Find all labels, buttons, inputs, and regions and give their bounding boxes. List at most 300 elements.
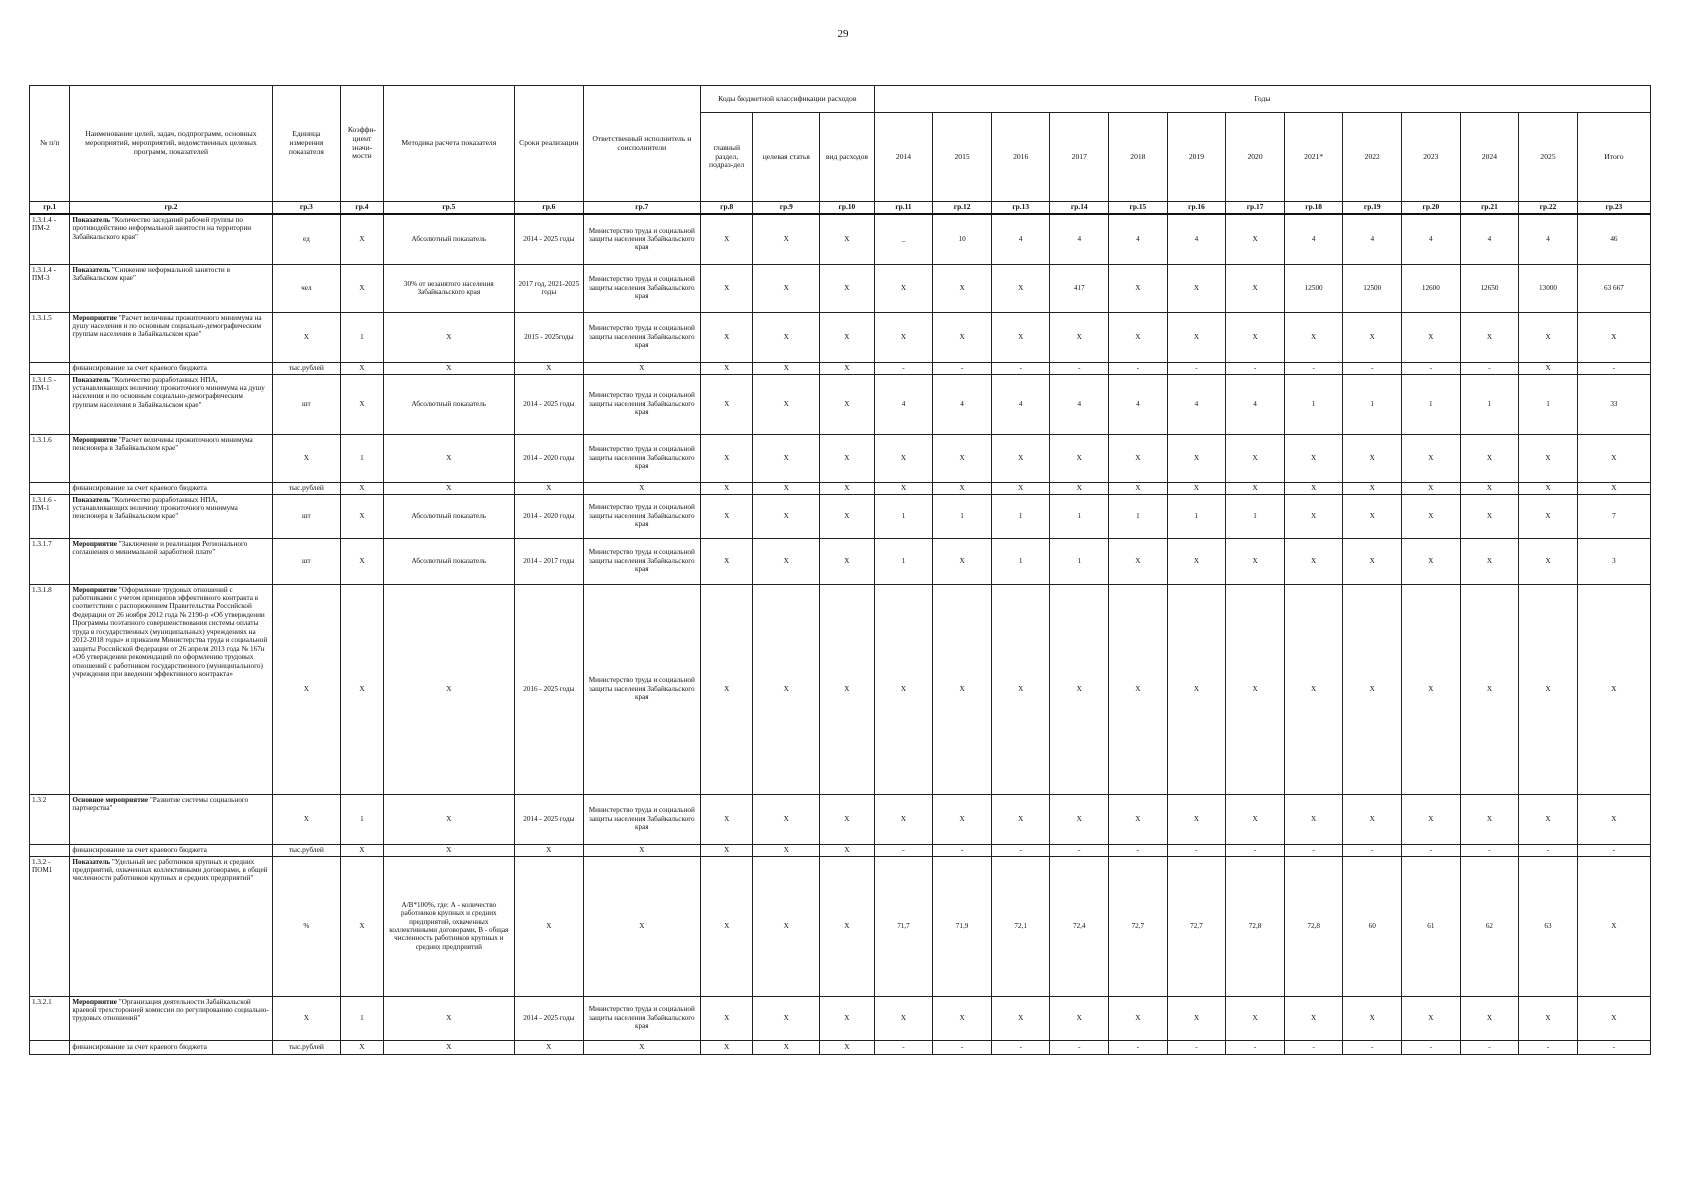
row-budget-type: Х (820, 844, 875, 856)
row-term: Х (515, 362, 584, 374)
row-kind: Мероприятие (72, 539, 117, 548)
column-number: гр.21 (1460, 202, 1519, 215)
row-method: Абсолютный показатель (383, 214, 514, 264)
row-name (70, 312, 272, 362)
row-year-value: 1 (1460, 374, 1519, 434)
header-term: Сроки реализации (515, 86, 584, 202)
row-year-value: Х (1226, 996, 1285, 1040)
row-budget-section: Х (700, 482, 753, 494)
row-year-value: - (1226, 844, 1285, 856)
row-coef: 1 (341, 794, 383, 844)
row-year-value: Х (1226, 214, 1285, 264)
table-row (30, 312, 1651, 362)
row-number: 1.3.1.7 (30, 538, 70, 584)
row-year-value: Х (874, 996, 933, 1040)
row-year-value: 1 (991, 494, 1050, 538)
row-year-value: Х (1402, 434, 1461, 482)
row-method: Абсолютный показатель (383, 538, 514, 584)
row-budget-type: Х (820, 584, 875, 794)
row-year-value: - (1519, 844, 1578, 856)
row-year-value: 12600 (1402, 264, 1461, 312)
row-name-text: "Удельный вес работников крупных и средних предприятий, охваченных коллективными договорами, в общей численности работников крупных и средних предприятий" (72, 857, 268, 883)
row-year-value: Х (991, 264, 1050, 312)
row-name-text: "Оформление трудовых отношений с работниками с учетом принципов эффективного контракта в соответствии с распоряжением Правительства Российской Федерации от 26 ноября 2012 года № 2190-р «Об утверждении Программы поэтапного совершенствования системы оплаты труда в государственных (муниципальных) учреждениях на 2012-2018 годы» и приказом Министерства труда и социальной защиты Российской Федерации от 26 апреля 2013 года № 167н «Об утверждении рекомендаций по оформлению трудовых отношений с работником государственного (муниципального) учреждения при введении эффективного контракта» (72, 585, 268, 679)
row-responsible: Министерство труда и социальной защиты населения Забайкальского края (583, 312, 700, 362)
row-budget-article: Х (753, 856, 820, 996)
row-budget-article: Х (753, 264, 820, 312)
row-kind: Мероприятие (72, 585, 117, 594)
row-budget-article: Х (753, 312, 820, 362)
row-total: Х (1577, 312, 1650, 362)
row-kind: Показатель (72, 216, 111, 224)
row-method: Х (383, 1040, 514, 1054)
row-year-value: 4 (1402, 214, 1461, 264)
row-year-value: Х (1109, 794, 1168, 844)
row-responsible: Министерство труда и социальной защиты населения Забайкальского края (583, 264, 700, 312)
row-year-value: Х (1109, 264, 1168, 312)
row-year-value: 72,7 (1167, 856, 1226, 996)
row-total: 46 (1577, 214, 1650, 264)
row-term: 2014 - 2020 годы (515, 494, 584, 538)
row-year-value: - (1343, 362, 1402, 374)
row-year-value: - (933, 1040, 992, 1054)
row-term: Х (515, 844, 584, 856)
row-year-value: - (1460, 844, 1519, 856)
financing-row (30, 362, 1651, 374)
row-year-value: - (1226, 1040, 1285, 1054)
row-budget-section: Х (700, 1040, 753, 1054)
row-year-value: Х (1519, 362, 1578, 374)
row-year-value: - (1460, 1040, 1519, 1054)
row-coef: Х (341, 374, 383, 434)
row-year-value: 1 (933, 494, 992, 538)
row-year-value: - (1519, 1040, 1578, 1054)
row-budget-article: Х (753, 794, 820, 844)
row-budget-article: Х (753, 538, 820, 584)
row-number: 1.3.1.6 - ПМ-1 (30, 494, 70, 538)
row-number (30, 362, 70, 374)
table-row (30, 264, 1651, 312)
row-year-value: Х (1284, 538, 1343, 584)
row-year-value: 1 (1050, 494, 1109, 538)
row-number: 1.3.2 (30, 794, 70, 844)
row-total: 33 (1577, 374, 1650, 434)
row-year-value: - (991, 1040, 1050, 1054)
row-year-value: - (1402, 844, 1461, 856)
row-year-value: 72,4 (1050, 856, 1109, 996)
row-term: Х (515, 482, 584, 494)
row-budget-section: Х (700, 362, 753, 374)
row-unit: тыс.рублей (272, 362, 341, 374)
row-budget-section: Х (700, 434, 753, 482)
row-year-value: Х (1460, 584, 1519, 794)
row-year-value: Х (1226, 584, 1285, 794)
row-name-text: "Развитие системы социального партнерства" (72, 795, 249, 812)
column-number: гр.2 (70, 202, 272, 215)
row-year-value: Х (1284, 996, 1343, 1040)
row-coef: Х (341, 264, 383, 312)
row-year-value: 1 (1402, 374, 1461, 434)
row-year-value: Х (933, 264, 992, 312)
row-coef: Х (341, 1040, 383, 1054)
row-year-value: Х (1343, 584, 1402, 794)
row-budget-article: Х (753, 434, 820, 482)
row-total: Х (1577, 794, 1650, 844)
row-kind: Показатель (72, 495, 111, 504)
row-year-value: Х (1284, 494, 1343, 538)
row-unit: шт (272, 374, 341, 434)
header-num: № п/п (30, 86, 70, 202)
table-row (30, 794, 1651, 844)
row-year-value: Х (1109, 312, 1168, 362)
row-coef: Х (341, 482, 383, 494)
header-year: 2024 (1460, 113, 1519, 202)
column-numbers-row (30, 202, 1651, 215)
row-coef: Х (341, 584, 383, 794)
row-year-value: Х (1050, 584, 1109, 794)
row-name (70, 996, 272, 1040)
row-year-value: Х (991, 312, 1050, 362)
row-total: Х (1577, 996, 1650, 1040)
row-year-value: - (1167, 1040, 1226, 1054)
row-name (70, 538, 272, 584)
column-number: гр.20 (1402, 202, 1461, 215)
row-budget-article: Х (753, 214, 820, 264)
row-year-value: - (1167, 362, 1226, 374)
row-name (70, 214, 272, 264)
column-number: гр.14 (1050, 202, 1109, 215)
row-year-value: Х (1460, 434, 1519, 482)
table-row (30, 434, 1651, 482)
row-year-value: 10 (933, 214, 992, 264)
row-year-value: Х (1050, 794, 1109, 844)
row-year-value: - (991, 362, 1050, 374)
row-year-value: 60 (1343, 856, 1402, 996)
row-year-value: Х (1167, 794, 1226, 844)
row-kind: Мероприятие (72, 313, 117, 322)
row-kind: Показатель (72, 375, 111, 384)
row-coef: Х (341, 214, 383, 264)
row-year-value: 1 (1284, 374, 1343, 434)
row-name-text: "Количество разработанных НПА, устанавливающих величину прожиточного минимума на душу населения и по основным социально-демографическим группам населения в Забайкальском крае" (72, 375, 265, 409)
column-number: гр.8 (700, 202, 753, 215)
column-number: гр.10 (820, 202, 875, 215)
header-year: 2019 (1167, 113, 1226, 202)
row-year-value: Х (1460, 996, 1519, 1040)
row-coef: Х (341, 362, 383, 374)
column-number: гр.3 (272, 202, 341, 215)
row-method: А/В*100%, где: А - количество работников крупных и средних предприятий, охваченных коллективными договорами, В - общая численность работников крупных и средних предприятий (383, 856, 514, 996)
header-year: 2021* (1284, 113, 1343, 202)
row-unit: Х (272, 794, 341, 844)
header-budget-section: главный раздел, подраз-дел (700, 113, 753, 202)
row-year-value: Х (874, 264, 933, 312)
row-year-value: - (991, 844, 1050, 856)
row-year-value: 4 (1109, 214, 1168, 264)
row-responsible: Министерство труда и социальной защиты населения Забайкальского края (583, 434, 700, 482)
row-name-text: "Организация деятельности Забайкальской краевой трехсторонней комиссии по регулированию социально-трудовых отношений" (72, 997, 269, 1023)
row-budget-type: Х (820, 794, 875, 844)
row-name-text: "Расчет величины прожиточного минимума на душу населения и по основным социально-демографическим группам населения в Забайкальском крае" (72, 313, 262, 339)
row-budget-type: Х (820, 362, 875, 374)
row-unit: % (272, 856, 341, 996)
row-name-text: "Расчет величины прожиточного минимума пенсионера в Забайкальском крае" (72, 435, 253, 452)
row-name-text: "Количество заседаний рабочей группы по противодействию неформальной занятости на территории Забайкальского края" (72, 216, 252, 241)
row-year-value: 62 (1460, 856, 1519, 996)
row-budget-section: Х (700, 856, 753, 996)
row-year-value: Х (1050, 312, 1109, 362)
row-coef: 1 (341, 312, 383, 362)
column-number: гр.16 (1167, 202, 1226, 215)
row-coef: 1 (341, 434, 383, 482)
row-name (70, 584, 272, 794)
row-budget-section: Х (700, 264, 753, 312)
header-budget-type: вид расходов (820, 113, 875, 202)
row-budget-section: Х (700, 214, 753, 264)
row-year-value: 63 (1519, 856, 1578, 996)
row-responsible: Министерство труда и социальной защиты населения Забайкальского края (583, 494, 700, 538)
row-method: Абсолютный показатель (383, 494, 514, 538)
row-name (70, 1040, 272, 1054)
row-year-value: - (1050, 362, 1109, 374)
table-row (30, 856, 1651, 996)
row-total: Х (1577, 856, 1650, 996)
row-number: 1.3.2.1 (30, 996, 70, 1040)
row-budget-article: Х (753, 482, 820, 494)
row-responsible: Министерство труда и социальной защиты населения Забайкальского края (583, 584, 700, 794)
row-year-value: Х (1167, 434, 1226, 482)
row-unit: шт (272, 494, 341, 538)
program-indicators-table (29, 85, 1651, 1055)
row-year-value: 1 (1167, 494, 1226, 538)
row-year-value: 13000 (1519, 264, 1578, 312)
header-budget-article: целевая статья (753, 113, 820, 202)
row-year-value: 71,7 (874, 856, 933, 996)
row-year-value: Х (1226, 482, 1285, 494)
row-year-value: Х (933, 584, 992, 794)
row-year-value: - (1167, 844, 1226, 856)
header-year: 2022 (1343, 113, 1402, 202)
row-responsible: Министерство труда и социальной защиты населения Забайкальского края (583, 538, 700, 584)
row-unit: ед (272, 214, 341, 264)
row-year-value: Х (991, 584, 1050, 794)
row-year-value: Х (1343, 538, 1402, 584)
row-term: 2015 - 2025годы (515, 312, 584, 362)
column-number: гр.19 (1343, 202, 1402, 215)
row-year-value: - (874, 844, 933, 856)
header-budget-codes: Коды бюджетной классификации расходов (700, 86, 874, 113)
row-total: - (1577, 362, 1650, 374)
row-year-value: Х (1460, 312, 1519, 362)
financing-row (30, 844, 1651, 856)
row-kind: Основное мероприятие (72, 795, 149, 804)
row-year-value: Х (1519, 794, 1578, 844)
financing-row (30, 1040, 1651, 1054)
row-year-value: 4 (1226, 374, 1285, 434)
row-coef: Х (341, 844, 383, 856)
row-name (70, 264, 272, 312)
row-budget-type: Х (820, 494, 875, 538)
row-year-value: Х (991, 482, 1050, 494)
row-name (70, 844, 272, 856)
row-year-value: Х (1109, 434, 1168, 482)
row-budget-type: Х (820, 214, 875, 264)
row-unit: тыс.рублей (272, 1040, 341, 1054)
row-year-value: Х (933, 312, 992, 362)
row-year-value: 4 (1050, 214, 1109, 264)
row-year-value: 4 (1109, 374, 1168, 434)
row-year-value: Х (1343, 312, 1402, 362)
row-year-value: Х (1402, 794, 1461, 844)
header-year: 2015 (933, 113, 992, 202)
row-year-value: Х (933, 794, 992, 844)
row-year-value: 1 (1343, 374, 1402, 434)
row-method: Х (383, 844, 514, 856)
row-year-value: Х (1402, 312, 1461, 362)
row-year-value: Х (874, 482, 933, 494)
row-year-value: Х (1460, 494, 1519, 538)
row-year-value: 12650 (1460, 264, 1519, 312)
row-year-value: Х (933, 538, 992, 584)
header-year: 2020 (1226, 113, 1285, 202)
row-coef: 1 (341, 996, 383, 1040)
row-budget-section: Х (700, 584, 753, 794)
row-year-value: - (1284, 1040, 1343, 1054)
row-unit: Х (272, 434, 341, 482)
row-name (70, 434, 272, 482)
row-year-value: 4 (1519, 214, 1578, 264)
header-unit: Единица измерения показателя (272, 86, 341, 202)
row-unit: тыс.рублей (272, 482, 341, 494)
row-year-value: Х (874, 584, 933, 794)
column-number: гр.7 (583, 202, 700, 215)
row-year-value: Х (933, 434, 992, 482)
row-year-value: Х (1343, 794, 1402, 844)
header-year: 2016 (991, 113, 1050, 202)
row-year-value: Х (1519, 482, 1578, 494)
row-unit: шт (272, 538, 341, 584)
row-method: Х (383, 584, 514, 794)
header-year: 2025 (1519, 113, 1578, 202)
row-responsible: Х (583, 362, 700, 374)
row-method: Х (383, 362, 514, 374)
row-name (70, 482, 272, 494)
row-year-value: Х (1226, 434, 1285, 482)
row-year-value: 4 (991, 374, 1050, 434)
page-number: 29 (837, 28, 849, 40)
financing-row (30, 482, 1651, 494)
row-year-value: Х (1343, 482, 1402, 494)
row-responsible: Х (583, 482, 700, 494)
row-term: 2014 - 2017 годы (515, 538, 584, 584)
header-year: 2017 (1050, 113, 1109, 202)
row-year-value: Х (1343, 434, 1402, 482)
row-year-value: 72,7 (1109, 856, 1168, 996)
row-year-value: Х (1050, 996, 1109, 1040)
row-responsible: Х (583, 844, 700, 856)
row-year-value: Х (874, 794, 933, 844)
row-year-value: 12500 (1284, 264, 1343, 312)
row-kind: Показатель (72, 265, 111, 274)
row-year-value: Х (1460, 538, 1519, 584)
row-coef: Х (341, 494, 383, 538)
row-responsible: Х (583, 1040, 700, 1054)
row-coef: Х (341, 538, 383, 584)
row-method: Х (383, 434, 514, 482)
row-name-text: "Количество разработанных НПА, устанавливающих величину прожиточного минимума пенсионера в Забайкальском крае" (72, 495, 238, 521)
row-total: - (1577, 1040, 1650, 1054)
row-budget-section: Х (700, 494, 753, 538)
table-row (30, 494, 1651, 538)
column-number: гр.12 (933, 202, 992, 215)
row-total: - (1577, 844, 1650, 856)
row-year-value: Х (1519, 312, 1578, 362)
row-year-value: Х (874, 312, 933, 362)
row-year-value: - (1109, 844, 1168, 856)
row-year-value: 1 (1519, 374, 1578, 434)
row-year-value: Х (1109, 482, 1168, 494)
column-number: гр.15 (1109, 202, 1168, 215)
row-year-value: Х (1167, 312, 1226, 362)
column-number: гр.22 (1519, 202, 1578, 215)
row-year-value: - (1343, 1040, 1402, 1054)
row-kind: Мероприятие (72, 997, 117, 1006)
row-number: 1.3.1.4 - ПМ-3 (30, 264, 70, 312)
row-name (70, 794, 272, 844)
row-year-value: Х (1284, 312, 1343, 362)
column-number: гр.9 (753, 202, 820, 215)
row-kind: Мероприятие (72, 435, 117, 444)
row-term: 2014 - 2025 годы (515, 374, 584, 434)
row-year-value: Х (1167, 264, 1226, 312)
row-year-value: 4 (1460, 214, 1519, 264)
row-year-value: Х (1226, 312, 1285, 362)
row-year-value: Х (1284, 794, 1343, 844)
row-year-value: Х (1284, 584, 1343, 794)
row-number: 1.3.1.4 - ПМ-2 (30, 214, 70, 264)
row-year-value: Х (1167, 538, 1226, 584)
row-year-value: 1 (1226, 494, 1285, 538)
row-year-value: Х (1519, 434, 1578, 482)
row-responsible: Министерство труда и социальной защиты населения Забайкальского края (583, 374, 700, 434)
row-total: 3 (1577, 538, 1650, 584)
header-years: Годы (874, 86, 1650, 113)
row-budget-article: Х (753, 494, 820, 538)
row-budget-article: Х (753, 362, 820, 374)
row-budget-section: Х (700, 794, 753, 844)
row-year-value: Х (874, 434, 933, 482)
row-year-value: Х (1109, 538, 1168, 584)
row-name (70, 362, 272, 374)
row-year-value: Х (1402, 538, 1461, 584)
row-year-value: Х (1519, 494, 1578, 538)
row-year-value: _ (874, 214, 933, 264)
row-year-value: Х (1343, 996, 1402, 1040)
row-total: Х (1577, 482, 1650, 494)
row-year-value: Х (1109, 584, 1168, 794)
row-total: 7 (1577, 494, 1650, 538)
row-term: 2014 - 2025 годы (515, 794, 584, 844)
row-number (30, 482, 70, 494)
header-coef: Коэффи-циент значи-мости (341, 86, 383, 202)
row-term: 2014 - 2025 годы (515, 996, 584, 1040)
column-number: гр.18 (1284, 202, 1343, 215)
row-budget-type: Х (820, 264, 875, 312)
row-budget-type: Х (820, 538, 875, 584)
row-year-value: - (1109, 362, 1168, 374)
row-year-value: 1 (1109, 494, 1168, 538)
row-year-value: - (874, 362, 933, 374)
